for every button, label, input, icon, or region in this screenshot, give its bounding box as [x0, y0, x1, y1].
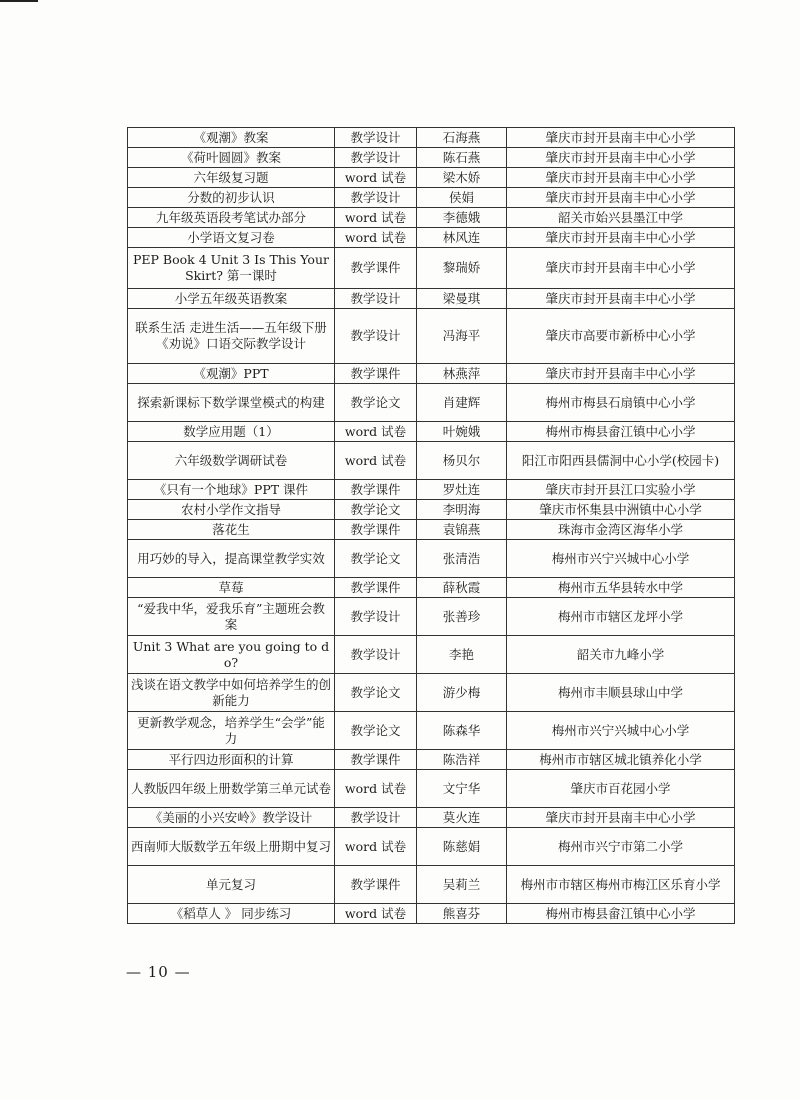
type-cell: 教学课件	[335, 248, 417, 289]
table-row	[128, 712, 735, 750]
school-cell: 肇庆市封开县南丰中心小学	[507, 128, 735, 148]
table-row	[128, 636, 735, 674]
title-cell: 小学五年级英语教案	[128, 289, 335, 309]
type-cell: 教学课件	[335, 364, 417, 384]
type-cell: word 试卷	[335, 228, 417, 248]
type-cell: 教学论文	[335, 540, 417, 578]
title-cell: 《观潮》教案	[128, 128, 335, 148]
title-cell: 九年级英语段考笔试办部分	[128, 208, 335, 228]
author-cell: 林风连	[417, 228, 507, 248]
table-row	[128, 228, 735, 248]
school-cell: 肇庆市封开县南丰中心小学	[507, 148, 735, 168]
title-cell: 六年级复习题	[128, 168, 335, 188]
title-cell: “爱我中华，爱我乐育”主题班会教案	[128, 598, 335, 636]
table-row	[128, 384, 735, 422]
title-cell: 人教版四年级上册数学第三单元试卷	[128, 770, 335, 808]
table-row	[128, 289, 735, 309]
type-cell: 教学论文	[335, 674, 417, 712]
author-cell: 熊喜芬	[417, 904, 507, 924]
type-cell: word 试卷	[335, 422, 417, 442]
title-cell: 用巧妙的导入，提高课堂教学实效	[128, 540, 335, 578]
table-row	[128, 422, 735, 442]
type-cell: word 试卷	[335, 904, 417, 924]
school-cell: 肇庆市封开县南丰中心小学	[507, 228, 735, 248]
author-cell: 陈石燕	[417, 148, 507, 168]
school-cell: 梅州市梅县畲江镇中心小学	[507, 422, 735, 442]
title-cell: 西南师大版数学五年级上册期中复习	[128, 828, 335, 866]
title-cell: 《美丽的小兴安岭》教学设计	[128, 808, 335, 828]
school-cell: 梅州市五华县转水中学	[507, 578, 735, 598]
table-row	[128, 540, 735, 578]
type-cell: word 试卷	[335, 770, 417, 808]
school-cell: 肇庆市封开县南丰中心小学	[507, 364, 735, 384]
type-cell: 教学设计	[335, 188, 417, 208]
type-cell: 教学课件	[335, 578, 417, 598]
school-cell: 梅州市梅县畲江镇中心小学	[507, 904, 735, 924]
title-cell: 《观潮》PPT	[128, 364, 335, 384]
title-cell: 落花生	[128, 520, 335, 540]
title-cell: 平行四边形面积的计算	[128, 750, 335, 770]
title-cell: 小学语文复习卷	[128, 228, 335, 248]
author-cell: 莫火连	[417, 808, 507, 828]
table-row	[128, 309, 735, 364]
author-cell: 陈浩祥	[417, 750, 507, 770]
author-cell: 陈慈娟	[417, 828, 507, 866]
author-cell: 黎瑞娇	[417, 248, 507, 289]
author-cell: 梁木娇	[417, 168, 507, 188]
table-row	[128, 750, 735, 770]
author-cell: 文宁华	[417, 770, 507, 808]
school-cell: 珠海市金湾区海华小学	[507, 520, 735, 540]
type-cell: word 试卷	[335, 168, 417, 188]
type-cell: 教学设计	[335, 598, 417, 636]
author-cell: 陈森华	[417, 712, 507, 750]
school-cell: 梅州市梅县石扇镇中心小学	[507, 384, 735, 422]
author-cell: 张善珍	[417, 598, 507, 636]
type-cell: 教学设计	[335, 128, 417, 148]
school-cell: 梅州市兴宁兴城中心小学	[507, 712, 735, 750]
school-cell: 阳江市阳西县儒洞中心小学(校园卡)	[507, 442, 735, 480]
school-cell: 肇庆市高要市新桥中心小学	[507, 309, 735, 364]
school-cell: 梅州市丰顺县球山中学	[507, 674, 735, 712]
type-cell: 教学设计	[335, 289, 417, 309]
resource-list-body	[128, 128, 735, 924]
title-cell: 数学应用题（1）	[128, 422, 335, 442]
type-cell: 教学论文	[335, 712, 417, 750]
author-cell: 张清浩	[417, 540, 507, 578]
scan-corner-mark	[0, 0, 38, 2]
author-cell: 林燕萍	[417, 364, 507, 384]
author-cell: 叶婉娥	[417, 422, 507, 442]
table-row	[128, 770, 735, 808]
title-cell: 《稻草人 》 同步练习	[128, 904, 335, 924]
author-cell: 石海燕	[417, 128, 507, 148]
school-cell: 梅州市市辖区城北镇养化小学	[507, 750, 735, 770]
type-cell: 教学论文	[335, 384, 417, 422]
title-cell: 《荷叶圆圆》教案	[128, 148, 335, 168]
type-cell: 教学课件	[335, 520, 417, 540]
type-cell: 教学课件	[335, 750, 417, 770]
title-cell: 联系生活 走进生活——五年级下册《劝说》口语交际教学设计	[128, 309, 335, 364]
table-row	[128, 904, 735, 924]
author-cell: 侯娟	[417, 188, 507, 208]
title-cell: 探索新课标下数学课堂模式的构建	[128, 384, 335, 422]
school-cell: 肇庆市封开县南丰中心小学	[507, 188, 735, 208]
title-cell: Unit 3 What are you going to do?	[128, 636, 335, 674]
table-row	[128, 520, 735, 540]
table-row	[128, 128, 735, 148]
table-row	[128, 500, 735, 520]
type-cell: word 试卷	[335, 442, 417, 480]
table-row	[128, 808, 735, 828]
title-cell: 更新教学观念，培养学生“会学”能力	[128, 712, 335, 750]
table-row	[128, 578, 735, 598]
author-cell: 袁锦燕	[417, 520, 507, 540]
author-cell: 杨贝尔	[417, 442, 507, 480]
school-cell: 肇庆市怀集县中洲镇中心小学	[507, 500, 735, 520]
table-row	[128, 674, 735, 712]
school-cell: 梅州市市辖区龙坪小学	[507, 598, 735, 636]
table-row	[128, 148, 735, 168]
title-cell: 六年级数学调研试卷	[128, 442, 335, 480]
table-row	[128, 828, 735, 866]
school-cell: 肇庆市封开县南丰中心小学	[507, 248, 735, 289]
school-cell: 梅州市市辖区梅州市梅江区乐育小学	[507, 866, 735, 904]
table-row	[128, 598, 735, 636]
author-cell: 肖建辉	[417, 384, 507, 422]
title-cell: 浅谈在语文教学中如何培养学生的创新能力	[128, 674, 335, 712]
type-cell: 教学设计	[335, 309, 417, 364]
title-cell: 草莓	[128, 578, 335, 598]
type-cell: word 试卷	[335, 828, 417, 866]
school-cell: 肇庆市百花园小学	[507, 770, 735, 808]
type-cell: word 试卷	[335, 208, 417, 228]
type-cell: 教学设计	[335, 636, 417, 674]
author-cell: 吴莉兰	[417, 866, 507, 904]
table-row	[128, 208, 735, 228]
author-cell: 薛秋霞	[417, 578, 507, 598]
page-number: — 10 —	[126, 963, 191, 981]
type-cell: 教学设计	[335, 808, 417, 828]
type-cell: 教学课件	[335, 866, 417, 904]
author-cell: 李德娥	[417, 208, 507, 228]
author-cell: 罗灶连	[417, 480, 507, 500]
title-cell: 单元复习	[128, 866, 335, 904]
school-cell: 梅州市兴宁市第二小学	[507, 828, 735, 866]
type-cell: 教学课件	[335, 480, 417, 500]
author-cell: 游少梅	[417, 674, 507, 712]
table-row	[128, 188, 735, 208]
table-row	[128, 248, 735, 289]
title-cell: 分数的初步认识	[128, 188, 335, 208]
table-row	[128, 480, 735, 500]
type-cell: 教学论文	[335, 500, 417, 520]
author-cell: 李明海	[417, 500, 507, 520]
school-cell: 肇庆市封开县南丰中心小学	[507, 808, 735, 828]
school-cell: 肇庆市封开县南丰中心小学	[507, 168, 735, 188]
school-cell: 韶关市九峰小学	[507, 636, 735, 674]
table-row	[128, 364, 735, 384]
table-row	[128, 866, 735, 904]
title-cell: 《只有一个地球》PPT 课件	[128, 480, 335, 500]
author-cell: 梁曼琪	[417, 289, 507, 309]
resource-list-table	[127, 127, 735, 924]
author-cell: 冯海平	[417, 309, 507, 364]
title-cell: 农村小学作文指导	[128, 500, 335, 520]
author-cell: 李艳	[417, 636, 507, 674]
table-row	[128, 442, 735, 480]
school-cell: 梅州市兴宁兴城中心小学	[507, 540, 735, 578]
school-cell: 韶关市始兴县墨江中学	[507, 208, 735, 228]
type-cell: 教学设计	[335, 148, 417, 168]
school-cell: 肇庆市封开县南丰中心小学	[507, 289, 735, 309]
school-cell: 肇庆市封开县江口实验小学	[507, 480, 735, 500]
title-cell: PEP Book 4 Unit 3 Is This Your Skirt? 第一课时	[128, 248, 335, 289]
table-row	[128, 168, 735, 188]
